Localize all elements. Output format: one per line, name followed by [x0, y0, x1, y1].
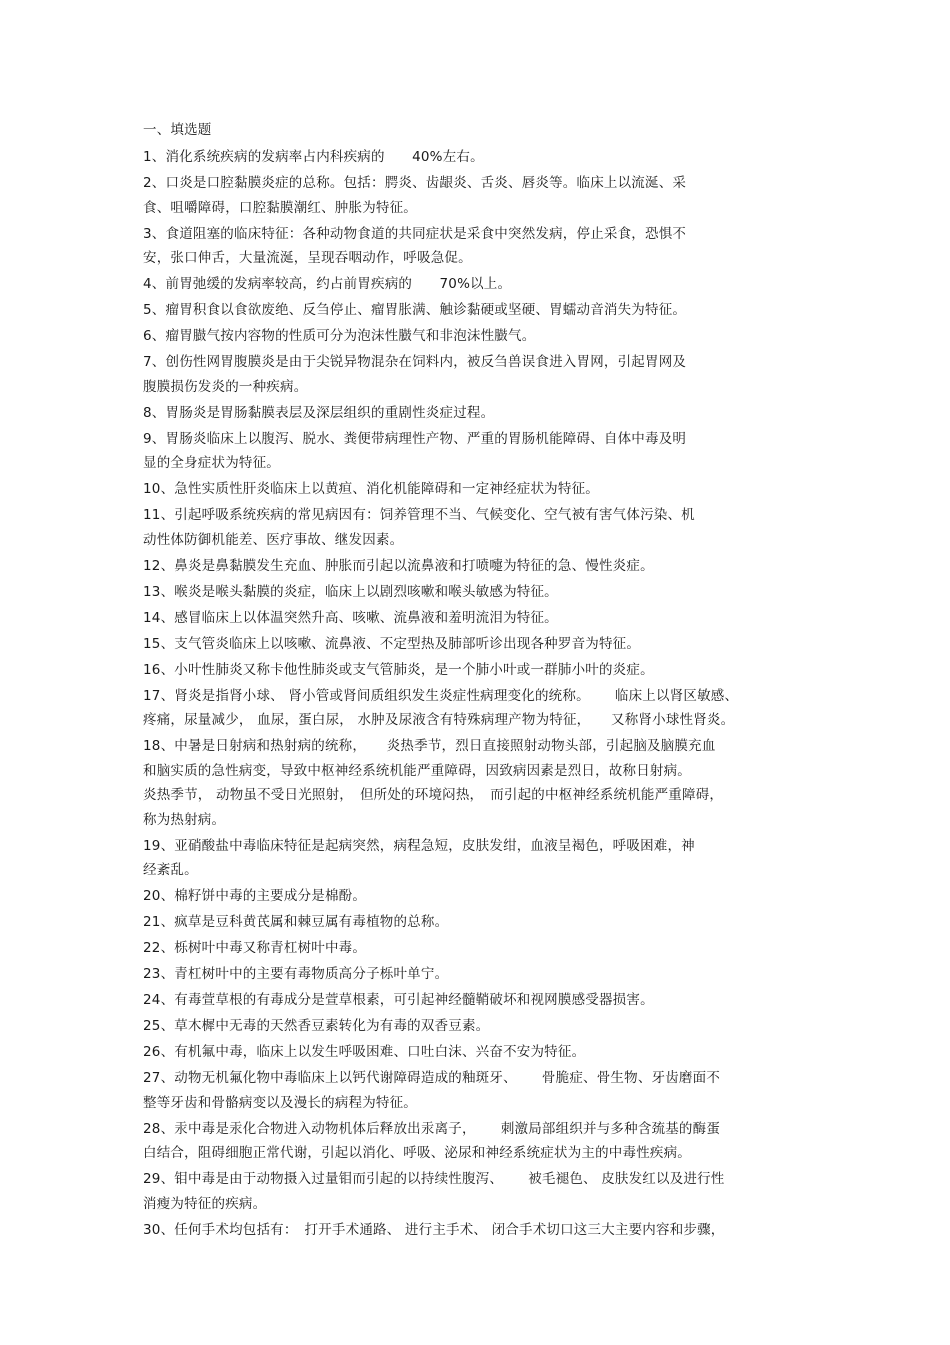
item-line: 13、喉炎是喉头黏膜的炎症，临床上以剧烈咳嗽和喉头敏感为特征。 — [143, 583, 558, 600]
item-line: 炎热季节， 动物虽不受日光照射， 但所处的环境闷热， 而引起的中枢神经系统机能严重障碍， — [143, 787, 724, 803]
list-item — [143, 554, 808, 579]
item-line: 和脑实质的急性病变，导致中枢神经系统机能严重障碍，因致病因素是烈日，故称日射病。 — [143, 762, 691, 779]
item-line: 4、前胃弛缓的发病率较高，约占前胃疾病的 70%以上。 — [143, 276, 512, 292]
item-line: 5、瘤胃积食以食欲废绝、反刍停止、瘤胃胀满、触诊黏硬或坚硬、胃蠕动音消失为特征。 — [143, 302, 687, 318]
item-line: 2、口炎是口腔黏膜炎症的总称。包括：腭炎、齿龈炎、舌炎、唇炎等。临床上以流涎、采 — [143, 175, 687, 191]
item-line: 25、草木樨中无毒的天然香豆素转化为有毒的双香豆素。 — [143, 1018, 490, 1034]
item-line: 显的全身症状为特征。 — [143, 455, 280, 471]
item-line: 8、胃肠炎是胃肠黏膜表层及深层组织的重剧性炎症过程。 — [143, 404, 495, 421]
list-item — [143, 910, 808, 935]
list-item — [143, 988, 808, 1013]
item-line: 30、任何手术均包括有： 打开手术通路、 进行主手术、 闭合手术切口这三大主要内容和步骤， — [143, 1221, 725, 1238]
list-item — [143, 427, 808, 476]
list-item — [143, 222, 808, 271]
list-item — [143, 324, 808, 349]
list-item — [143, 145, 808, 170]
item-line: 22、栎树叶中毒又称青杠树叶中毒。 — [143, 940, 367, 956]
list-item — [143, 1117, 808, 1166]
item-line: 6、瘤胃臌气按内容物的性质可分为泡沫性臌气和非泡沫性臌气。 — [143, 328, 536, 344]
item-line: 27、动物无机氟化物中毒临床上以钙代谢障碍造成的釉斑牙、 骨脆症、骨生物、牙齿磨面不 — [143, 1070, 721, 1086]
list-item — [143, 1040, 808, 1065]
list-item — [143, 272, 808, 297]
list-item — [143, 477, 808, 502]
item-line: 15、支气管炎临床上以咳嗽、流鼻液、不定型热及肺部听诊出现各种罗音为特征。 — [143, 635, 641, 652]
list-item — [143, 298, 808, 323]
item-line: 消瘦为特征的疾病。 — [143, 1195, 267, 1212]
list-item — [143, 1014, 808, 1039]
list-item — [143, 580, 808, 605]
item-line: 24、有毒萱草根的有毒成分是萱草根素，可引起神经髓鞘破坏和视网膜感受器损害。 — [143, 992, 654, 1008]
document-body — [143, 118, 808, 1244]
item-line: 11、引起呼吸系统疾病的常见病因有：饲养管理不当、气候变化、空气被有害气体污染、机 — [143, 507, 695, 523]
list-item — [143, 171, 808, 220]
item-line: 食、咀嚼障碍，口腔黏膜潮红、肿胀为特征。 — [143, 199, 417, 216]
item-line: 12、鼻炎是鼻黏膜发生充血、肿胀而引起以流鼻液和打喷嚏为特征的急、慢性炎症。 — [143, 557, 654, 574]
item-line: 19、亚硝酸盐中毒临床特征是起病突然，病程急短，皮肤发绀，血液呈褐色，呼吸困难，神 — [143, 837, 695, 854]
item-line: 3、食道阻塞的临床特征：各种动物食道的共同症状是采食中突然发病，停止采食，恐惧不 — [143, 225, 687, 242]
item-line: 14、感冒临床上以体温突然升高、咳嗽、流鼻液和羞明流泪为特征。 — [143, 609, 558, 626]
list-item — [143, 936, 808, 961]
item-line: 18、中暑是日射病和热射病的统称， 炎热季节，烈日直接照射动物头部，引起脑及脑膜充血 — [143, 738, 716, 754]
list-item — [143, 1066, 808, 1115]
item-line: 16、小叶性肺炎又称卡他性肺炎或支气管肺炎，是一个肺小叶或一群肺小叶的炎症。 — [143, 661, 654, 678]
item-line: 疼痛，尿量减少， 血尿，蛋白尿， 水肿及尿液含有特殊病理产物为特征， 又称肾小球性肾炎。 — [143, 712, 735, 728]
item-line: 白结合，阻碍细胞正常代谢，引起以消化、呼吸、泌尿和神经系统症状为主的中毒性疾病。 — [143, 1145, 691, 1161]
list-item — [143, 884, 808, 909]
item-line: 23、青杠树叶中的主要有毒物质高分子栎叶单宁。 — [143, 966, 449, 982]
item-line: 7、创伤性网胃腹膜炎是由于尖锐异物混杂在饲料内，被反刍兽误食进入胃网，引起胃网及 — [143, 354, 687, 370]
item-line: 经紊乱。 — [143, 862, 198, 878]
item-line: 整等牙齿和骨骼病变以及漫长的病程为特征。 — [143, 1094, 417, 1111]
list-item — [143, 684, 808, 733]
item-line: 26、有机氟中毒，临床上以发生呼吸困难、口吐白沫、兴奋不安为特征。 — [143, 1044, 586, 1060]
list-item — [143, 1218, 808, 1243]
list-item — [143, 658, 808, 683]
section-heading: 一、填选题 — [143, 122, 212, 138]
list-item — [143, 350, 808, 399]
item-line: 20、棉籽饼中毒的主要成分是棉酚。 — [143, 888, 367, 904]
list-item — [143, 401, 808, 426]
list-item — [143, 632, 808, 657]
list-item — [143, 734, 808, 832]
question-list — [143, 145, 808, 1242]
item-line: 1、消化系统疾病的发病率占内科疾病的 40%左右。 — [143, 149, 484, 165]
item-line: 29、钼中毒是由于动物摄入过量钼而引起的以持续性腹泻、 被毛褪色、 皮肤发红以及进行性 — [143, 1171, 725, 1187]
list-item — [143, 962, 808, 987]
list-item — [143, 606, 808, 631]
item-line: 9、胃肠炎临床上以腹泻、脱水、粪便带病理性产物、严重的胃肠机能障碍、自体中毒及明 — [143, 430, 687, 447]
item-line: 安，张口伸舌，大量流涎，呈现吞咽动作，呼吸急促。 — [143, 250, 472, 266]
item-line: 10、急性实质性肝炎临床上以黄疸、消化机能障碍和一定神经症状为特征。 — [143, 481, 599, 497]
item-line: 腹膜损伤发炎的一种疾病。 — [143, 378, 308, 395]
list-item — [143, 1167, 808, 1216]
item-line: 28、汞中毒是汞化合物进入动物机体后释放出汞离子， 刺激局部组织并与多种含巯基的酶蛋 — [143, 1120, 721, 1137]
item-line: 称为热射病。 — [143, 811, 226, 828]
item-line: 21、疯草是豆科黄芪属和棘豆属有毒植物的总称。 — [143, 914, 449, 930]
item-line: 动性体防御机能差、医疗事故、继发因素。 — [143, 531, 404, 548]
list-item — [143, 834, 808, 883]
list-item — [143, 503, 808, 552]
item-line: 17、肾炎是指肾小球、 肾小管或肾间质组织发生炎症性病理变化的统称。 临床上以肾区敏感、 — [143, 687, 739, 704]
